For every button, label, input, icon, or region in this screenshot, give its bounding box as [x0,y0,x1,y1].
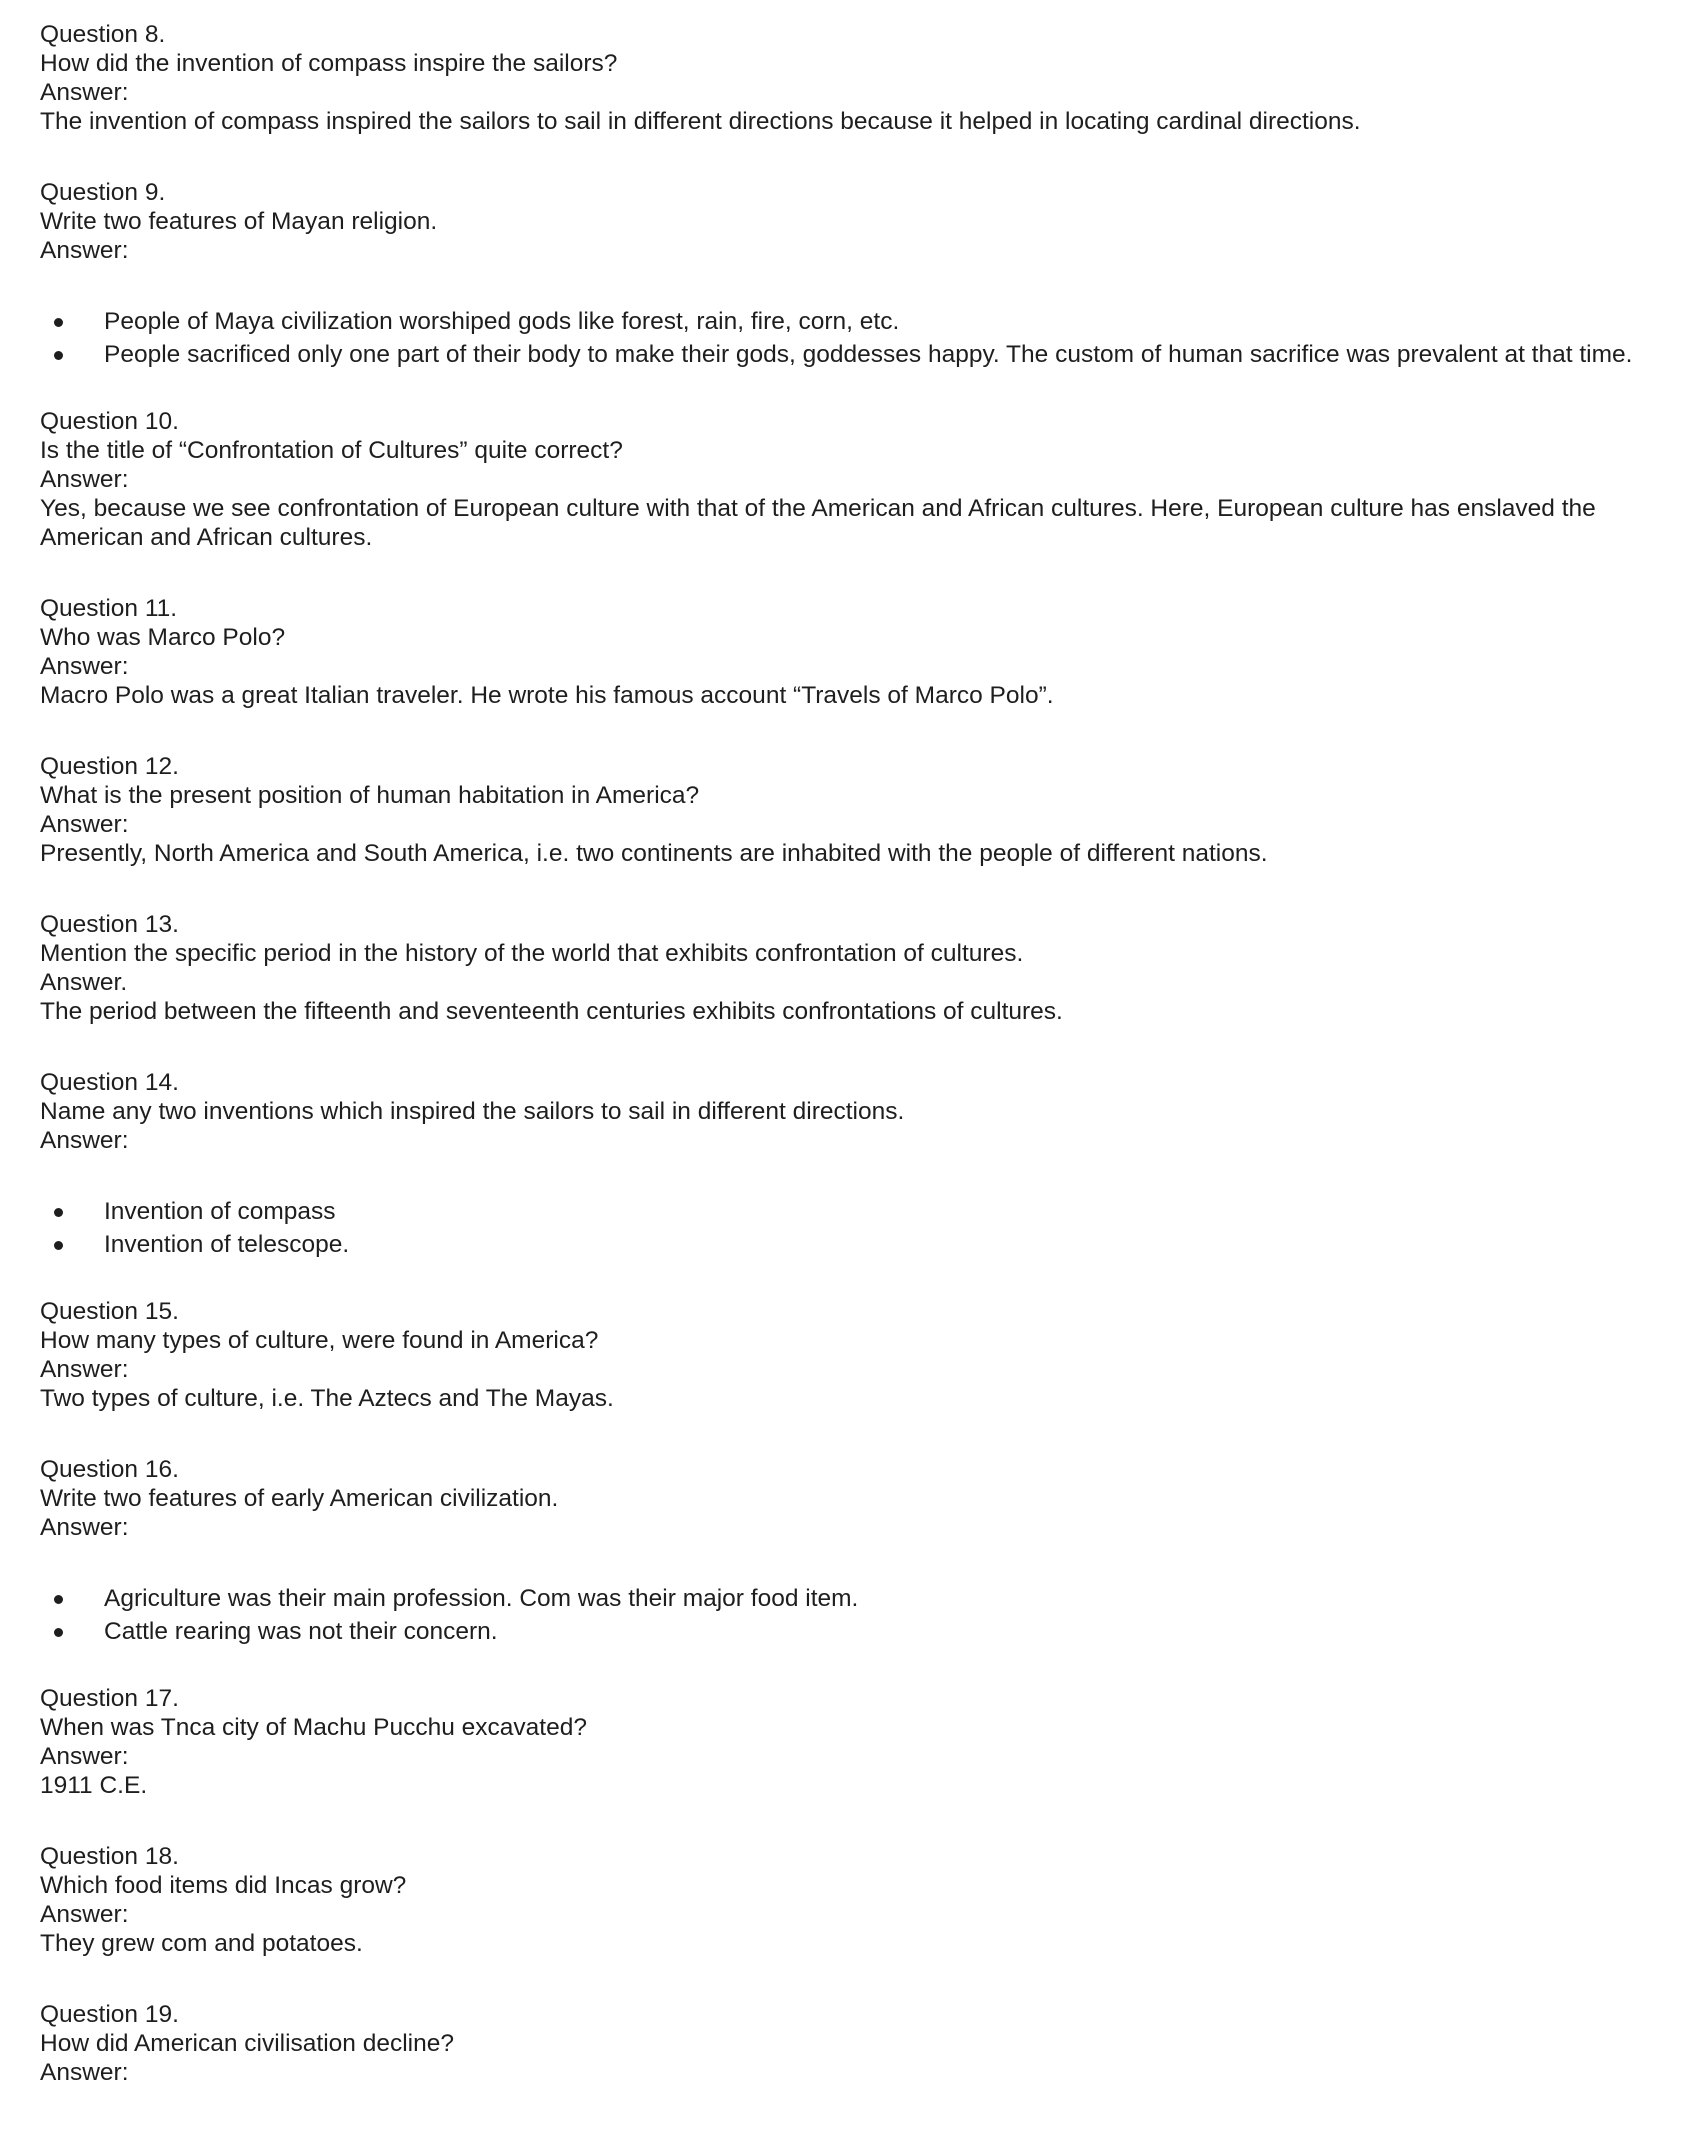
bullet-icon [54,1208,63,1217]
question-number: Question 15. [40,1298,179,1325]
question-block [40,1455,1670,1646]
bullet-text: Invention of telescope. [104,1231,350,1258]
bullet-text: People sacrificed only one part of their body to make their gods, goddesses happy. The custom of human sacrifice was prevalent at that time. [104,341,1633,368]
question-number: Question 18. [40,1843,179,1870]
answer-label: Answer: [40,2059,129,2086]
answer-label: Answer: [40,1514,129,1541]
answer-label: Answer: [40,237,129,264]
question-block [40,910,1670,1026]
list-item [40,1617,1670,1646]
question-block [40,407,1670,552]
question-text: How did American civilisation decline? [40,2030,454,2057]
bullet-text: Agriculture was their main profession. Com was their major food item. [104,1585,859,1612]
bullet-icon [54,318,63,327]
list-item [40,1197,1670,1226]
answer-label: Answer: [40,1743,129,1770]
answer-label: Answer: [40,1127,129,1154]
question-block [40,20,1670,136]
answer-label: Answer: [40,1356,129,1383]
bullet-text: People of Maya civilization worshiped gods like forest, rain, fire, corn, etc. [104,308,900,335]
question-text: How many types of culture, were found in America? [40,1327,599,1354]
answer-text: 1911 C.E. [40,1772,148,1799]
list-item [40,1584,1670,1613]
question-number: Question 14. [40,1069,179,1096]
answer-text: Two types of culture, i.e. The Aztecs and The Mayas. [40,1385,614,1412]
question-text: Name any two inventions which inspired the sailors to sail in different directions. [40,1098,905,1125]
question-text: Who was Marco Polo? [40,624,286,651]
question-block [40,2000,1670,2087]
question-text: Which food items did Incas grow? [40,1872,407,1899]
answer-text: The period between the fifteenth and seventeenth centuries exhibits confrontations of cultures. [40,998,1063,1025]
question-number: Question 17. [40,1685,179,1712]
question-text: What is the present position of human habitation in America? [40,782,700,809]
answer-label: Answer. [40,969,128,996]
bullet-icon [54,1595,63,1604]
bullet-text: Cattle rearing was not their concern. [104,1618,498,1645]
question-text: Is the title of “Confrontation of Cultures” quite correct? [40,437,623,464]
question-text: When was Tnca city of Machu Pucchu excavated? [40,1714,587,1741]
question-block [40,178,1670,369]
answer-bullet-list [40,1197,1670,1259]
question-number: Question 12. [40,753,179,780]
question-number: Question 8. [40,21,166,48]
list-item [40,1230,1670,1259]
question-number: Question 11. [40,595,178,622]
bullet-text: Invention of compass [104,1198,336,1225]
answer-label: Answer: [40,811,129,838]
answer-label: Answer: [40,1901,129,1928]
question-text: Mention the specific period in the history of the world that exhibits confrontation of cultures. [40,940,1024,967]
list-item [40,340,1670,369]
bullet-icon [54,1628,63,1637]
question-number: Question 13. [40,911,179,938]
question-block [40,1297,1670,1413]
question-number: Question 16. [40,1456,179,1483]
question-number: Question 9. [40,179,166,206]
question-text: Write two features of Mayan religion. [40,208,438,235]
answer-label: Answer: [40,653,129,680]
question-block [40,1684,1670,1800]
question-number: Question 19. [40,2001,179,2028]
answer-bullet-list [40,307,1670,369]
answer-text: Macro Polo was a great Italian traveler. He wrote his famous account “Travels of Marco Polo”. [40,682,1054,709]
question-block [40,752,1670,868]
question-text: How did the invention of compass inspire the sailors? [40,50,618,77]
answer-text: The invention of compass inspired the sailors to sail in different directions because it helped in locating cardinal directions. [40,108,1361,135]
question-number: Question 10. [40,408,179,435]
answer-text: They grew com and potatoes. [40,1930,363,1957]
answer-label: Answer: [40,466,129,493]
question-block [40,594,1670,710]
answer-text: Yes, because we see confrontation of European culture with that of the American and African cultures. Here, European culture has enslaved the American and African cultures. [40,495,1596,551]
list-item [40,307,1670,336]
question-block [40,1068,1670,1259]
answer-label: Answer: [40,79,129,106]
bullet-icon [54,351,63,360]
answer-text: Presently, North America and South America, i.e. two continents are inhabited with the people of different nations. [40,840,1268,867]
question-text: Write two features of early American civilization. [40,1485,559,1512]
bullet-icon [54,1241,63,1250]
answer-bullet-list [40,1584,1670,1646]
document-page [40,20,1670,2129]
question-block [40,1842,1670,1958]
